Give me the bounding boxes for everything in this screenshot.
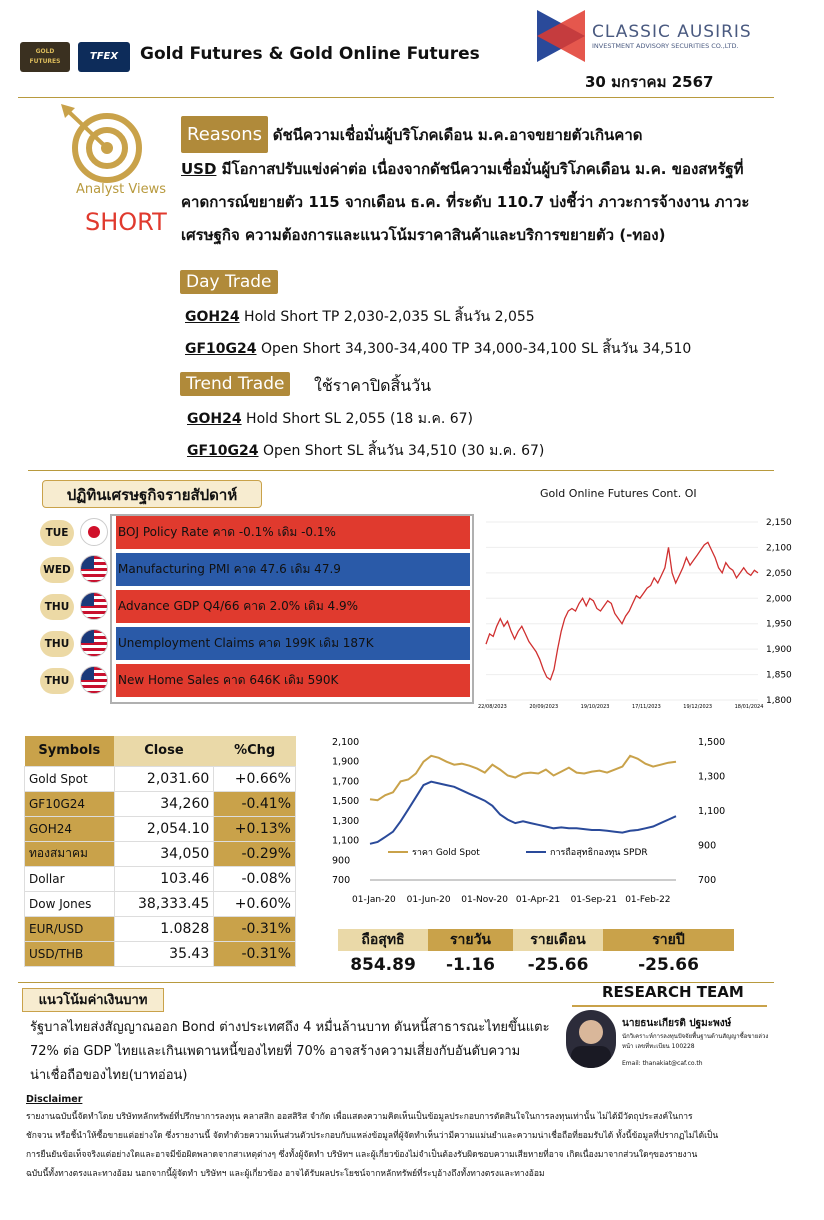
stat-value: -1.16 [446,955,495,975]
reasons-line2: คาดการณ์ขยายตัว 115 จากเดือน ธ.ค. ที่ระดับ 110.7 บ่งชี้ว่า ภาวะการจ้างงาน ภาวะ [181,193,750,211]
target-arrow-icon [55,102,150,184]
symbol-cell: GOH24 [25,816,115,841]
symbol-cell: Gold Spot [25,766,115,791]
disclaimer-text: รายงานฉบับนี้จัดทำโดย บริษัทหลักทรัพย์ที่ปรึกษาการลงทุน คลาสสิก ออสสิริส จำกัด เพื่อแสดงความคิดเห็นเป็นข้อมูลประกอบการตัดสินใจในการลงทุนเท่านั้น ไม่ได้มีวัตถุประสงค์ในการ ชักจวน หรือชี้นำให้ซื้อขายแต่อย่างใด ซึ่งรายงานนี้ จัดทำด้วยความเห็นส่วนตัวประกอบกับแหล่งข้อมูลที่ผู้จัดทำเห็นว่ามีความแม่นยำและความน่าเชื่อถือที่ยอมรับได้ ทั้งนี้ข้อมูลที่ปรากฏไม่ได้เป็น การยืนยันข้อเท็จจริงแต่อย่างใดและอาจมีข้อผิดพลาดจากสาเหตุต่างๆ ซึ่งทั้งผู้จัดทำ บริษัทฯ และผู้เกี่ยวข้องไม่จำเป็นต้องรับผิดชอบความเสียหายที่อาจ เกิดเนื่องมาจากส่วนใดๆของรายงาน ฉบับนี้ทั้งทางตรงและทางอ้อม นอกจากนี้ผู้จัดทำ บริษัทฯ และผู้เกี่ยวข้อง อาจได้รับผลประโยชน์จากหลักทรัพย์ที่ระบุอ้างถึงทั้งทางตรงและทางอ้อม [26,1112,719,1179]
symbol-cell: ทองสมาคม [25,841,115,866]
day-trade-item: GOH24 Hold Short TP 2,030-2,035 SL สิ้นวัน 2,055 [185,309,535,325]
chg-cell: -0.41% [214,791,296,816]
day-trade-tag: Day Trade [180,270,278,294]
x-tick-label: 17/11/2023 [631,704,661,710]
usd-label: USD [181,160,217,178]
analyst-views-label: Analyst Views [76,182,167,197]
series-line-0 [370,756,676,800]
close-cell: 2,054.10 [114,816,214,841]
baht-title: แนวโน้มค่าเงินบาท [22,988,164,1012]
usa-flag-icon [80,555,108,583]
day-trade-item: GF10G24 Open Short 34,300-34,400 TP 34,000-34,100 SL สิ้นวัน 34,510 [185,341,692,357]
table-row [25,916,296,941]
chg-cell: -0.29% [214,841,296,866]
x-tick-label: 01-Sep-21 [570,895,617,905]
usa-flag-icon [80,666,108,694]
x-tick-label: 18/01/2024 [734,704,764,710]
research-email: Email: thanakiat@caf.co.th [622,1060,703,1067]
x-tick-label: 01-Feb-22 [625,895,671,905]
y-left-tick: 700 [332,875,351,886]
trend-trade-tag: Trend Trade [180,372,290,396]
x-tick-label: 19/10/2023 [580,704,610,710]
col-header-close: Close [114,736,214,766]
stat-value: 854.89 [350,955,416,975]
x-tick-label: 19/12/2023 [683,704,713,710]
avatar [566,1010,616,1068]
x-tick-label: 20/09/2023 [529,704,559,710]
analyst-call: SHORT [85,208,167,236]
company-logo-icon [537,10,585,62]
y-left-tick: 1,300 [332,815,360,827]
trend-trade-item: GF10G24 Open Short SL สิ้นวัน 34,510 (30 ม.ค. 67) [187,443,545,459]
chg-cell: -0.08% [214,866,296,891]
reasons-line3: เศรษฐกิจ ความต้องการและแนวโน้มราคาสินค้าและบริการขยายตัว (-ทอง) [181,226,666,244]
close-cell: 2,031.60 [114,766,214,791]
company-subtitle: INVESTMENT ADVISORY SECURITIES CO.,LTD. [592,42,739,50]
usa-flag-icon [80,592,108,620]
table-row [25,841,296,866]
calendar-title: ปฏิทินเศรษฐกิจรายสัปดาห์ [42,480,262,508]
report-date: 30 มกราคม 2567 [585,73,714,91]
y-left-tick: 1,700 [332,776,360,788]
y-right-tick: 1,100 [698,806,726,817]
disclaimer-title: Disclaimer [26,1094,83,1105]
stat-value: -25.66 [527,955,589,975]
stat-header: รายเดือน [513,929,603,951]
research-name: นายธนะเกียรติ ปฐมะพงษ์ [622,1018,732,1029]
table-row [25,891,296,916]
event-day: WED [40,557,74,583]
col-header-symbols: Symbols [25,736,115,766]
japan-flag-icon [80,518,108,546]
y-left-tick: 1,500 [332,796,360,808]
close-cell: 34,050 [114,841,214,866]
event-text: Advance GDP Q4/66 คาด 2.0% เดิม 4.9% [116,590,470,623]
table-row [25,816,296,841]
legend-label: ราคา Gold Spot [412,848,480,858]
trend-trade-item: GOH24 Hold Short SL 2,055 (18 ม.ค. 67) [187,411,473,427]
reasons-headline: ดัชนีความเชื่อมั่นผู้บริโภคเดือน ม.ค.อาจขยายตัวเกินคาด [272,126,643,144]
spdr-chart [326,730,736,910]
y-left-tick: 2,100 [332,737,360,748]
event-day: THU [40,631,74,657]
symbol-cell: EUR/USD [25,916,115,941]
event-text: New Home Sales คาด 646K เดิม 590K [116,664,470,697]
table-row [25,941,296,966]
y-left-tick: 1,900 [332,756,360,768]
table-row [25,791,296,816]
close-cell: 38,333.45 [114,891,214,916]
y-tick-label: 1,800 [766,696,792,706]
symbol-cell: GF10G24 [25,791,115,816]
reasons-tag: Reasons [181,116,268,153]
y-tick-label: 2,050 [766,568,792,579]
event-text: Manufacturing PMI คาด 47.6 เดิม 47.9 [116,553,470,586]
close-cell: 35.43 [114,941,214,966]
y-left-tick: 900 [332,855,351,867]
chg-cell: +0.60% [214,891,296,916]
legend-label: การถือสุทธิกองทุน SPDR [550,848,648,858]
baht-text: รัฐบาลไทยส่งสัญญาณออก Bond ต่างประเทศถึง 4 หมื่นล้านบาท ดันหนี้สาธารณะไทยขึ้นแตะ 72% ต่อ GDP ไทยและเกินเพดานหนี้ของไทยที่ 70% อาจสร้างความเสี่ยงกับอันดับความ น่าเชื่อถือของไทย(บาทอ่อน) [30,1020,550,1083]
y-right-tick: 1,300 [698,771,726,783]
event-text: BOJ Policy Rate คาด -0.1% เดิม -0.1% [116,516,470,549]
reasons-block [181,116,791,252]
table-row [25,766,296,791]
x-tick-label: 01-Nov-20 [461,895,509,905]
y-tick-label: 1,950 [766,619,792,630]
event-text: Unemployment Claims คาด 199K เดิม 187K [116,627,470,660]
symbol-cell: Dow Jones [25,891,115,916]
oi-chart-title: Gold Online Futures Cont. OI [540,487,697,500]
oi-series-line [486,542,758,679]
event-day: THU [40,594,74,620]
research-title: RESEARCH TEAM [602,983,744,1001]
gold-futures-logo: GOLD FUTURES [20,42,70,72]
usa-flag-icon [80,629,108,657]
stat-header: รายวัน [428,929,513,951]
y-right-tick: 900 [698,840,717,852]
y-right-tick: 700 [698,875,717,886]
chg-cell: -0.31% [214,941,296,966]
x-tick-label: 22/08/2023 [478,704,507,710]
company-name: CLASSIC AUSIRIS [592,22,752,42]
x-tick-label: 01-Apr-21 [515,895,561,905]
y-tick-label: 2,150 [766,518,792,528]
col-header-chg: %Chg [214,736,296,766]
spdr-stats [338,929,734,979]
event-day: THU [40,668,74,694]
symbol-cell: Dollar [25,866,115,891]
research-role: นักวิเคราะห์การลงทุนปัจจัยพื้นฐานด้านสัญญาซื้อขายล่วงหน้า เลขที่ทะเบียน 100228 [622,1033,769,1050]
y-right-tick: 1,500 [698,737,726,748]
series-line-1 [370,782,676,844]
stat-header: ถือสุทธิ [338,929,428,951]
y-tick-label: 2,100 [766,543,792,554]
x-tick-label: 01-Jun-20 [406,895,451,905]
y-left-tick: 1,100 [332,835,360,847]
close-cell: 103.46 [114,866,214,891]
close-cell: 1.0828 [114,916,214,941]
reasons-line1: มีโอกาสปรับแข่งค่าต่อ เนื่องจากดัชนีความเชื่อมั่นผู้บริโภคเดือน ม.ค. ของสหรัฐที่ [216,160,744,178]
close-cell: 34,260 [114,791,214,816]
chg-cell: +0.13% [214,816,296,841]
stat-value: -25.66 [638,955,699,975]
y-tick-label: 2,000 [766,594,792,605]
oi-chart [478,508,798,718]
x-tick-label: 01-Jan-20 [352,895,396,905]
y-tick-label: 1,850 [766,670,792,681]
y-tick-label: 1,900 [766,645,792,656]
chg-cell: -0.31% [214,916,296,941]
tfex-logo: TFEX [78,42,130,72]
market-table [24,736,296,967]
page-title: Gold Futures & Gold Online Futures [140,44,480,64]
trend-trade-note: ใช้ราคาปิดสิ้นวัน [314,376,432,395]
stat-header: รายปี [603,929,734,951]
table-row [25,866,296,891]
chg-cell: +0.66% [214,766,296,791]
symbol-cell: USD/THB [25,941,115,966]
event-day: TUE [40,520,74,546]
